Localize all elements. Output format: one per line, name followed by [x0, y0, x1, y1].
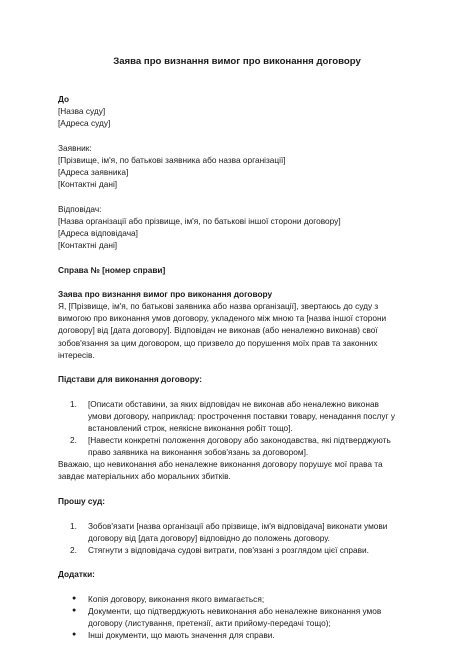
intro-line: договору] від [дата договору]. Відповідач не виконав (або неналежно виконав) свої — [58, 325, 378, 336]
list-marker: 2. — [70, 435, 77, 446]
attachments-list — [58, 593, 416, 641]
conclusion-line: Вважаю, що невиконання або неналежне виконання договору порушує мої права та — [58, 459, 383, 470]
respondent-label: Відповідач: — [58, 203, 102, 214]
attachments-heading: Додатки: — [58, 569, 95, 580]
list-line: Інші документи, що мають значення для справи. — [88, 630, 275, 641]
list-line: умови договору, наприклад: прострочення поставки товару, ненадання послуг у — [88, 410, 395, 421]
list-item — [58, 593, 416, 605]
list-marker: 1. — [70, 398, 77, 409]
list-line: [Навести конкретні положення договору або законодавства, які підтверджують — [88, 435, 391, 446]
court-address: [Адреса суду] — [58, 118, 111, 129]
bullet-marker: ● — [72, 631, 77, 639]
list-item — [58, 434, 416, 458]
recipient-label: До — [58, 94, 70, 104]
list-item — [58, 629, 416, 641]
list-line: Зобов'язати [назва організації або прізвище, ім'я відповідача] виконати умови — [88, 520, 388, 531]
list-item — [58, 605, 416, 629]
list-line: [Описати обставини, за яких відповідач не виконав або неналежно виконав — [88, 398, 379, 409]
intro-line: інтересів. — [58, 349, 95, 360]
list-line: право заявника на виконання зобов'язань за договором]. — [88, 447, 309, 458]
document-title: Заява про визнання вимог про виконання договору — [113, 56, 361, 67]
intro-paragraph — [58, 300, 416, 360]
list-marker: 1. — [70, 520, 77, 531]
list-line: договору від [дата договору] відповідно до положень договору. — [88, 532, 330, 543]
respondent-contacts: [Контактні дані] — [58, 239, 118, 250]
list-item — [58, 544, 416, 556]
applicant-block — [58, 142, 416, 190]
request-heading: Прошу суд: — [58, 495, 105, 506]
conclusion-paragraph — [58, 458, 416, 482]
intro-line: зобов'язання за цим договором, що призвело до порушення моїх прав та законних — [58, 337, 378, 348]
list-line: Стягнути з відповідача судові витрати, пов'язані з розглядом цієї справи. — [88, 544, 369, 555]
grounds-list — [58, 398, 416, 458]
list-item — [58, 520, 416, 544]
list-line: договору (листування, претензії, акти прийому-передачі тощо); — [88, 618, 331, 629]
grounds-heading: Підстави для виконання договору: — [58, 374, 203, 385]
list-line: Копія договору, виконання якого вимагається; — [88, 593, 265, 604]
applicant-address: [Адреса заявника] — [58, 166, 129, 177]
request-list — [58, 520, 416, 556]
respondent-name: [Назва організації або прізвище, ім'я, по батькові іншої сторони договору] — [58, 215, 341, 226]
applicant-contacts: [Контактні дані] — [58, 179, 118, 190]
intro-line: вимогою про виконання умов договору, укладеного між мною та [назва іншої сторони — [58, 313, 387, 324]
case-number: Справа № [номер справи] — [58, 264, 166, 275]
recipient-block — [58, 93, 416, 129]
list-line: встановлений строк, неякісне виконання робіт тощо]. — [88, 422, 293, 433]
list-item — [58, 398, 416, 434]
statement-subtitle: Заява про визнання вимог про виконання договору — [58, 289, 273, 300]
list-marker: 2. — [70, 544, 77, 555]
respondent-block — [58, 203, 416, 251]
conclusion-line: завдає матеріальних або моральних збитків. — [58, 471, 231, 482]
list-line: Документи, що підтверджують невиконання або неналежне виконання умов — [88, 606, 382, 616]
respondent-address: [Адреса відповідача] — [58, 227, 138, 238]
intro-line: Я, [Прізвище, ім'я, по батькові заявника або назва організації], звертаюсь до суду з — [58, 301, 379, 312]
bullet-marker: ● — [72, 607, 77, 614]
bullet-marker: ● — [72, 594, 77, 602]
court-name: [Назва суду] — [58, 106, 106, 117]
applicant-label: Заявник: — [58, 142, 92, 153]
applicant-name: [Прізвище, ім'я, по батькові заявника або назва організації] — [58, 154, 286, 165]
